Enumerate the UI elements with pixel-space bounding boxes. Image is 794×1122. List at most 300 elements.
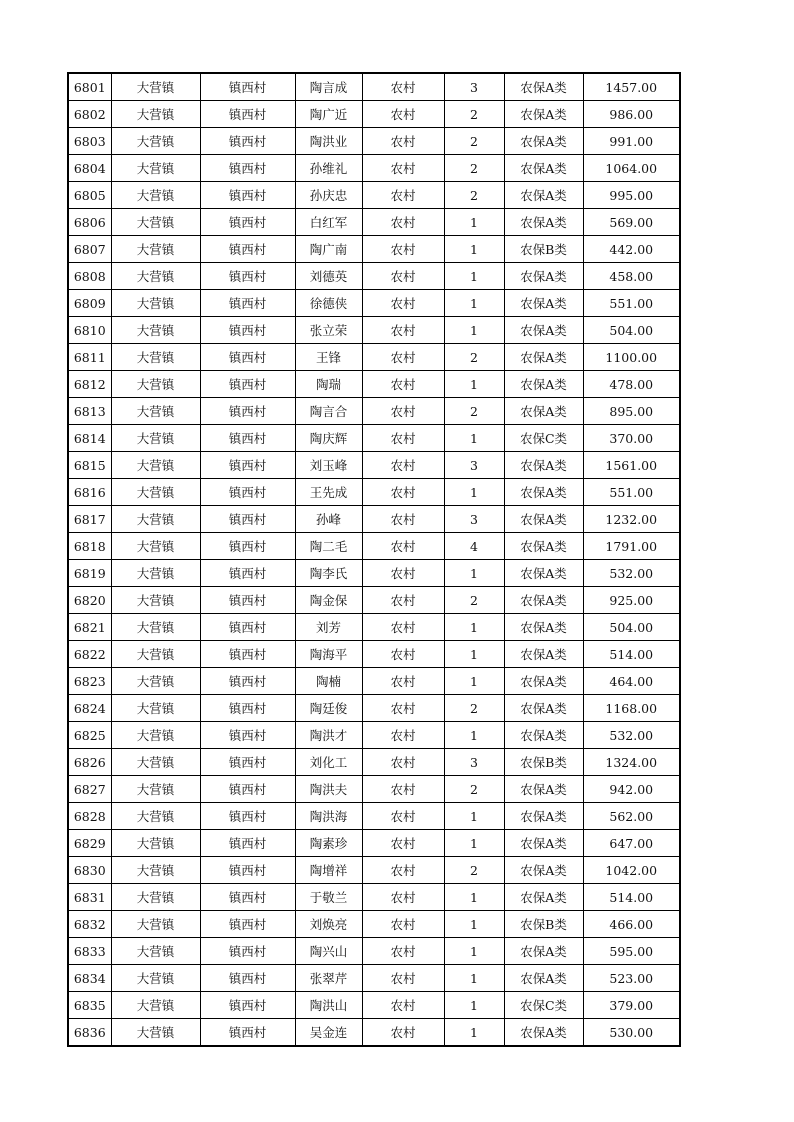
cell-count: 1 xyxy=(444,371,504,398)
table-row xyxy=(68,317,680,344)
cell-index: 6810 xyxy=(68,317,111,344)
table-row xyxy=(68,695,680,722)
cell-index: 6818 xyxy=(68,533,111,560)
cell-town: 大营镇 xyxy=(111,560,200,587)
cell-village: 镇西村 xyxy=(200,911,295,938)
cell-count: 1 xyxy=(444,479,504,506)
cell-category: 农保A类 xyxy=(504,73,583,101)
cell-village: 镇西村 xyxy=(200,452,295,479)
cell-index: 6836 xyxy=(68,1019,111,1047)
cell-town: 大营镇 xyxy=(111,992,200,1019)
cell-area-type: 农村 xyxy=(362,452,444,479)
cell-village: 镇西村 xyxy=(200,641,295,668)
cell-amount: 370.00 xyxy=(583,425,680,452)
cell-index: 6808 xyxy=(68,263,111,290)
cell-amount: 532.00 xyxy=(583,722,680,749)
cell-area-type: 农村 xyxy=(362,73,444,101)
cell-amount: 1042.00 xyxy=(583,857,680,884)
cell-town: 大营镇 xyxy=(111,101,200,128)
cell-count: 3 xyxy=(444,73,504,101)
cell-town: 大营镇 xyxy=(111,236,200,263)
cell-area-type: 农村 xyxy=(362,722,444,749)
table-row xyxy=(68,668,680,695)
cell-name: 刘玉峰 xyxy=(295,452,362,479)
cell-name: 陶楠 xyxy=(295,668,362,695)
cell-area-type: 农村 xyxy=(362,560,444,587)
cell-village: 镇西村 xyxy=(200,533,295,560)
cell-village: 镇西村 xyxy=(200,992,295,1019)
cell-category: 农保A类 xyxy=(504,1019,583,1047)
cell-area-type: 农村 xyxy=(362,479,444,506)
cell-name: 陶洪才 xyxy=(295,722,362,749)
cell-count: 1 xyxy=(444,911,504,938)
cell-area-type: 农村 xyxy=(362,695,444,722)
cell-village: 镇西村 xyxy=(200,101,295,128)
cell-index: 6807 xyxy=(68,236,111,263)
cell-amount: 1791.00 xyxy=(583,533,680,560)
cell-amount: 523.00 xyxy=(583,965,680,992)
cell-category: 农保A类 xyxy=(504,776,583,803)
cell-name: 于敬兰 xyxy=(295,884,362,911)
table-row xyxy=(68,830,680,857)
cell-village: 镇西村 xyxy=(200,236,295,263)
cell-count: 1 xyxy=(444,830,504,857)
cell-count: 2 xyxy=(444,182,504,209)
cell-index: 6801 xyxy=(68,73,111,101)
cell-amount: 442.00 xyxy=(583,236,680,263)
cell-index: 6824 xyxy=(68,695,111,722)
cell-name: 陶二毛 xyxy=(295,533,362,560)
cell-category: 农保A类 xyxy=(504,560,583,587)
cell-town: 大营镇 xyxy=(111,533,200,560)
cell-area-type: 农村 xyxy=(362,317,444,344)
cell-name: 陶言成 xyxy=(295,73,362,101)
cell-village: 镇西村 xyxy=(200,73,295,101)
cell-index: 6817 xyxy=(68,506,111,533)
cell-category: 农保C类 xyxy=(504,425,583,452)
records-table xyxy=(67,72,681,1047)
cell-name: 陶增祥 xyxy=(295,857,362,884)
cell-village: 镇西村 xyxy=(200,938,295,965)
cell-category: 农保C类 xyxy=(504,992,583,1019)
cell-count: 2 xyxy=(444,128,504,155)
table-row xyxy=(68,425,680,452)
cell-town: 大营镇 xyxy=(111,344,200,371)
cell-village: 镇西村 xyxy=(200,722,295,749)
cell-amount: 532.00 xyxy=(583,560,680,587)
cell-town: 大营镇 xyxy=(111,452,200,479)
cell-name: 张立荣 xyxy=(295,317,362,344)
cell-amount: 551.00 xyxy=(583,290,680,317)
table-row xyxy=(68,155,680,182)
cell-area-type: 农村 xyxy=(362,884,444,911)
table-row xyxy=(68,398,680,425)
cell-amount: 1064.00 xyxy=(583,155,680,182)
cell-amount: 551.00 xyxy=(583,479,680,506)
cell-name: 刘化工 xyxy=(295,749,362,776)
cell-name: 张翠芹 xyxy=(295,965,362,992)
records-table-body xyxy=(68,73,680,1046)
cell-name: 陶廷俊 xyxy=(295,695,362,722)
table-row xyxy=(68,641,680,668)
table-row xyxy=(68,209,680,236)
cell-area-type: 农村 xyxy=(362,209,444,236)
cell-category: 农保A类 xyxy=(504,290,583,317)
cell-town: 大营镇 xyxy=(111,641,200,668)
cell-count: 2 xyxy=(444,857,504,884)
cell-count: 3 xyxy=(444,452,504,479)
cell-village: 镇西村 xyxy=(200,290,295,317)
cell-name: 陶广南 xyxy=(295,236,362,263)
table-row xyxy=(68,371,680,398)
cell-village: 镇西村 xyxy=(200,398,295,425)
cell-category: 农保A类 xyxy=(504,668,583,695)
cell-town: 大营镇 xyxy=(111,371,200,398)
cell-town: 大营镇 xyxy=(111,965,200,992)
cell-category: 农保A类 xyxy=(504,506,583,533)
cell-town: 大营镇 xyxy=(111,506,200,533)
cell-index: 6821 xyxy=(68,614,111,641)
cell-count: 3 xyxy=(444,749,504,776)
cell-amount: 562.00 xyxy=(583,803,680,830)
cell-amount: 647.00 xyxy=(583,830,680,857)
cell-area-type: 农村 xyxy=(362,506,444,533)
cell-category: 农保A类 xyxy=(504,371,583,398)
cell-count: 3 xyxy=(444,506,504,533)
table-row xyxy=(68,722,680,749)
cell-name: 刘德英 xyxy=(295,263,362,290)
cell-index: 6820 xyxy=(68,587,111,614)
cell-count: 2 xyxy=(444,398,504,425)
cell-amount: 1100.00 xyxy=(583,344,680,371)
cell-amount: 504.00 xyxy=(583,317,680,344)
cell-category: 农保A类 xyxy=(504,938,583,965)
cell-name: 陶洪夫 xyxy=(295,776,362,803)
cell-village: 镇西村 xyxy=(200,263,295,290)
cell-count: 1 xyxy=(444,641,504,668)
cell-town: 大营镇 xyxy=(111,884,200,911)
cell-count: 1 xyxy=(444,884,504,911)
cell-area-type: 农村 xyxy=(362,1019,444,1047)
cell-category: 农保A类 xyxy=(504,182,583,209)
cell-name: 陶海平 xyxy=(295,641,362,668)
table-row xyxy=(68,1019,680,1047)
cell-index: 6816 xyxy=(68,479,111,506)
cell-amount: 530.00 xyxy=(583,1019,680,1047)
cell-town: 大营镇 xyxy=(111,398,200,425)
cell-index: 6826 xyxy=(68,749,111,776)
cell-amount: 925.00 xyxy=(583,587,680,614)
cell-index: 6833 xyxy=(68,938,111,965)
table-row xyxy=(68,263,680,290)
cell-amount: 1457.00 xyxy=(583,73,680,101)
table-row xyxy=(68,614,680,641)
cell-amount: 514.00 xyxy=(583,641,680,668)
table-row xyxy=(68,560,680,587)
cell-village: 镇西村 xyxy=(200,884,295,911)
cell-category: 农保A类 xyxy=(504,884,583,911)
cell-count: 1 xyxy=(444,614,504,641)
cell-town: 大营镇 xyxy=(111,668,200,695)
cell-area-type: 农村 xyxy=(362,371,444,398)
cell-amount: 895.00 xyxy=(583,398,680,425)
cell-index: 6809 xyxy=(68,290,111,317)
cell-town: 大营镇 xyxy=(111,749,200,776)
cell-area-type: 农村 xyxy=(362,236,444,263)
cell-name: 吴金连 xyxy=(295,1019,362,1047)
cell-category: 农保A类 xyxy=(504,587,583,614)
table-row xyxy=(68,479,680,506)
cell-amount: 569.00 xyxy=(583,209,680,236)
cell-count: 2 xyxy=(444,155,504,182)
cell-village: 镇西村 xyxy=(200,479,295,506)
cell-village: 镇西村 xyxy=(200,776,295,803)
cell-area-type: 农村 xyxy=(362,425,444,452)
cell-count: 1 xyxy=(444,263,504,290)
cell-count: 1 xyxy=(444,209,504,236)
cell-town: 大营镇 xyxy=(111,263,200,290)
cell-village: 镇西村 xyxy=(200,371,295,398)
cell-category: 农保A类 xyxy=(504,398,583,425)
cell-area-type: 农村 xyxy=(362,182,444,209)
cell-town: 大营镇 xyxy=(111,1019,200,1047)
table-row xyxy=(68,452,680,479)
cell-village: 镇西村 xyxy=(200,614,295,641)
cell-index: 6802 xyxy=(68,101,111,128)
cell-village: 镇西村 xyxy=(200,425,295,452)
cell-town: 大营镇 xyxy=(111,830,200,857)
cell-town: 大营镇 xyxy=(111,776,200,803)
cell-name: 孙庆忠 xyxy=(295,182,362,209)
cell-name: 陶兴山 xyxy=(295,938,362,965)
cell-category: 农保A类 xyxy=(504,614,583,641)
cell-village: 镇西村 xyxy=(200,803,295,830)
cell-category: 农保A类 xyxy=(504,344,583,371)
cell-index: 6819 xyxy=(68,560,111,587)
cell-name: 陶金保 xyxy=(295,587,362,614)
cell-count: 4 xyxy=(444,533,504,560)
cell-area-type: 农村 xyxy=(362,344,444,371)
cell-area-type: 农村 xyxy=(362,155,444,182)
cell-index: 6805 xyxy=(68,182,111,209)
table-row xyxy=(68,884,680,911)
cell-index: 6822 xyxy=(68,641,111,668)
cell-area-type: 农村 xyxy=(362,263,444,290)
cell-index: 6828 xyxy=(68,803,111,830)
cell-amount: 991.00 xyxy=(583,128,680,155)
cell-name: 徐德侠 xyxy=(295,290,362,317)
cell-area-type: 农村 xyxy=(362,776,444,803)
cell-amount: 595.00 xyxy=(583,938,680,965)
cell-category: 农保A类 xyxy=(504,155,583,182)
table-row xyxy=(68,344,680,371)
cell-town: 大营镇 xyxy=(111,425,200,452)
cell-name: 陶洪业 xyxy=(295,128,362,155)
cell-index: 6811 xyxy=(68,344,111,371)
cell-village: 镇西村 xyxy=(200,344,295,371)
cell-count: 1 xyxy=(444,425,504,452)
cell-count: 2 xyxy=(444,344,504,371)
cell-town: 大营镇 xyxy=(111,209,200,236)
cell-name: 刘焕亮 xyxy=(295,911,362,938)
cell-village: 镇西村 xyxy=(200,506,295,533)
cell-amount: 1168.00 xyxy=(583,695,680,722)
cell-index: 6815 xyxy=(68,452,111,479)
cell-count: 1 xyxy=(444,290,504,317)
table-row xyxy=(68,587,680,614)
cell-category: 农保A类 xyxy=(504,533,583,560)
cell-count: 2 xyxy=(444,587,504,614)
cell-town: 大营镇 xyxy=(111,857,200,884)
cell-count: 2 xyxy=(444,101,504,128)
cell-area-type: 农村 xyxy=(362,128,444,155)
cell-amount: 514.00 xyxy=(583,884,680,911)
cell-town: 大营镇 xyxy=(111,911,200,938)
cell-village: 镇西村 xyxy=(200,695,295,722)
cell-area-type: 农村 xyxy=(362,857,444,884)
cell-name: 陶瑞 xyxy=(295,371,362,398)
cell-count: 1 xyxy=(444,803,504,830)
cell-village: 镇西村 xyxy=(200,128,295,155)
cell-amount: 464.00 xyxy=(583,668,680,695)
cell-index: 6825 xyxy=(68,722,111,749)
cell-village: 镇西村 xyxy=(200,857,295,884)
cell-index: 6827 xyxy=(68,776,111,803)
cell-index: 6835 xyxy=(68,992,111,1019)
cell-amount: 466.00 xyxy=(583,911,680,938)
table-row xyxy=(68,803,680,830)
cell-area-type: 农村 xyxy=(362,803,444,830)
cell-category: 农保A类 xyxy=(504,209,583,236)
cell-village: 镇西村 xyxy=(200,209,295,236)
cell-village: 镇西村 xyxy=(200,749,295,776)
cell-town: 大营镇 xyxy=(111,182,200,209)
cell-category: 农保A类 xyxy=(504,641,583,668)
cell-area-type: 农村 xyxy=(362,938,444,965)
cell-count: 1 xyxy=(444,992,504,1019)
cell-count: 1 xyxy=(444,668,504,695)
table-row xyxy=(68,911,680,938)
cell-village: 镇西村 xyxy=(200,668,295,695)
cell-count: 1 xyxy=(444,560,504,587)
cell-count: 1 xyxy=(444,965,504,992)
cell-village: 镇西村 xyxy=(200,317,295,344)
cell-index: 6806 xyxy=(68,209,111,236)
cell-category: 农保A类 xyxy=(504,803,583,830)
cell-amount: 1561.00 xyxy=(583,452,680,479)
cell-area-type: 农村 xyxy=(362,398,444,425)
cell-town: 大营镇 xyxy=(111,803,200,830)
cell-category: 农保A类 xyxy=(504,965,583,992)
cell-category: 农保A类 xyxy=(504,263,583,290)
cell-name: 陶洪海 xyxy=(295,803,362,830)
cell-name: 王先成 xyxy=(295,479,362,506)
table-row xyxy=(68,73,680,101)
cell-area-type: 农村 xyxy=(362,101,444,128)
cell-village: 镇西村 xyxy=(200,830,295,857)
cell-count: 2 xyxy=(444,695,504,722)
cell-town: 大营镇 xyxy=(111,128,200,155)
cell-count: 1 xyxy=(444,722,504,749)
cell-count: 1 xyxy=(444,317,504,344)
cell-category: 农保A类 xyxy=(504,128,583,155)
cell-index: 6814 xyxy=(68,425,111,452)
table-row xyxy=(68,128,680,155)
cell-category: 农保A类 xyxy=(504,857,583,884)
cell-index: 6813 xyxy=(68,398,111,425)
cell-index: 6831 xyxy=(68,884,111,911)
table-row xyxy=(68,857,680,884)
cell-area-type: 农村 xyxy=(362,992,444,1019)
cell-town: 大营镇 xyxy=(111,155,200,182)
cell-town: 大营镇 xyxy=(111,614,200,641)
table-row xyxy=(68,992,680,1019)
cell-amount: 1232.00 xyxy=(583,506,680,533)
cell-category: 农保B类 xyxy=(504,911,583,938)
table-row xyxy=(68,776,680,803)
cell-town: 大营镇 xyxy=(111,317,200,344)
cell-count: 2 xyxy=(444,776,504,803)
cell-category: 农保A类 xyxy=(504,479,583,506)
cell-name: 陶言合 xyxy=(295,398,362,425)
table-row xyxy=(68,533,680,560)
table-row xyxy=(68,101,680,128)
cell-name: 刘芳 xyxy=(295,614,362,641)
cell-name: 孙维礼 xyxy=(295,155,362,182)
cell-name: 陶李氏 xyxy=(295,560,362,587)
cell-name: 陶庆辉 xyxy=(295,425,362,452)
cell-area-type: 农村 xyxy=(362,533,444,560)
cell-category: 农保A类 xyxy=(504,695,583,722)
table-row xyxy=(68,938,680,965)
cell-area-type: 农村 xyxy=(362,830,444,857)
cell-category: 农保A类 xyxy=(504,317,583,344)
cell-area-type: 农村 xyxy=(362,668,444,695)
cell-index: 6830 xyxy=(68,857,111,884)
cell-index: 6829 xyxy=(68,830,111,857)
cell-name: 白红军 xyxy=(295,209,362,236)
cell-index: 6823 xyxy=(68,668,111,695)
cell-area-type: 农村 xyxy=(362,911,444,938)
cell-category: 农保A类 xyxy=(504,101,583,128)
cell-amount: 995.00 xyxy=(583,182,680,209)
cell-village: 镇西村 xyxy=(200,965,295,992)
cell-count: 1 xyxy=(444,938,504,965)
cell-index: 6812 xyxy=(68,371,111,398)
cell-amount: 379.00 xyxy=(583,992,680,1019)
cell-amount: 478.00 xyxy=(583,371,680,398)
cell-amount: 1324.00 xyxy=(583,749,680,776)
cell-village: 镇西村 xyxy=(200,587,295,614)
cell-name: 王锋 xyxy=(295,344,362,371)
cell-category: 农保A类 xyxy=(504,830,583,857)
cell-index: 6834 xyxy=(68,965,111,992)
cell-name: 陶素珍 xyxy=(295,830,362,857)
cell-area-type: 农村 xyxy=(362,290,444,317)
table-row xyxy=(68,236,680,263)
cell-area-type: 农村 xyxy=(362,587,444,614)
cell-count: 1 xyxy=(444,1019,504,1047)
cell-category: 农保A类 xyxy=(504,722,583,749)
cell-amount: 942.00 xyxy=(583,776,680,803)
cell-amount: 458.00 xyxy=(583,263,680,290)
cell-village: 镇西村 xyxy=(200,182,295,209)
cell-amount: 986.00 xyxy=(583,101,680,128)
cell-town: 大营镇 xyxy=(111,290,200,317)
cell-category: 农保A类 xyxy=(504,452,583,479)
cell-area-type: 农村 xyxy=(362,641,444,668)
cell-village: 镇西村 xyxy=(200,155,295,182)
